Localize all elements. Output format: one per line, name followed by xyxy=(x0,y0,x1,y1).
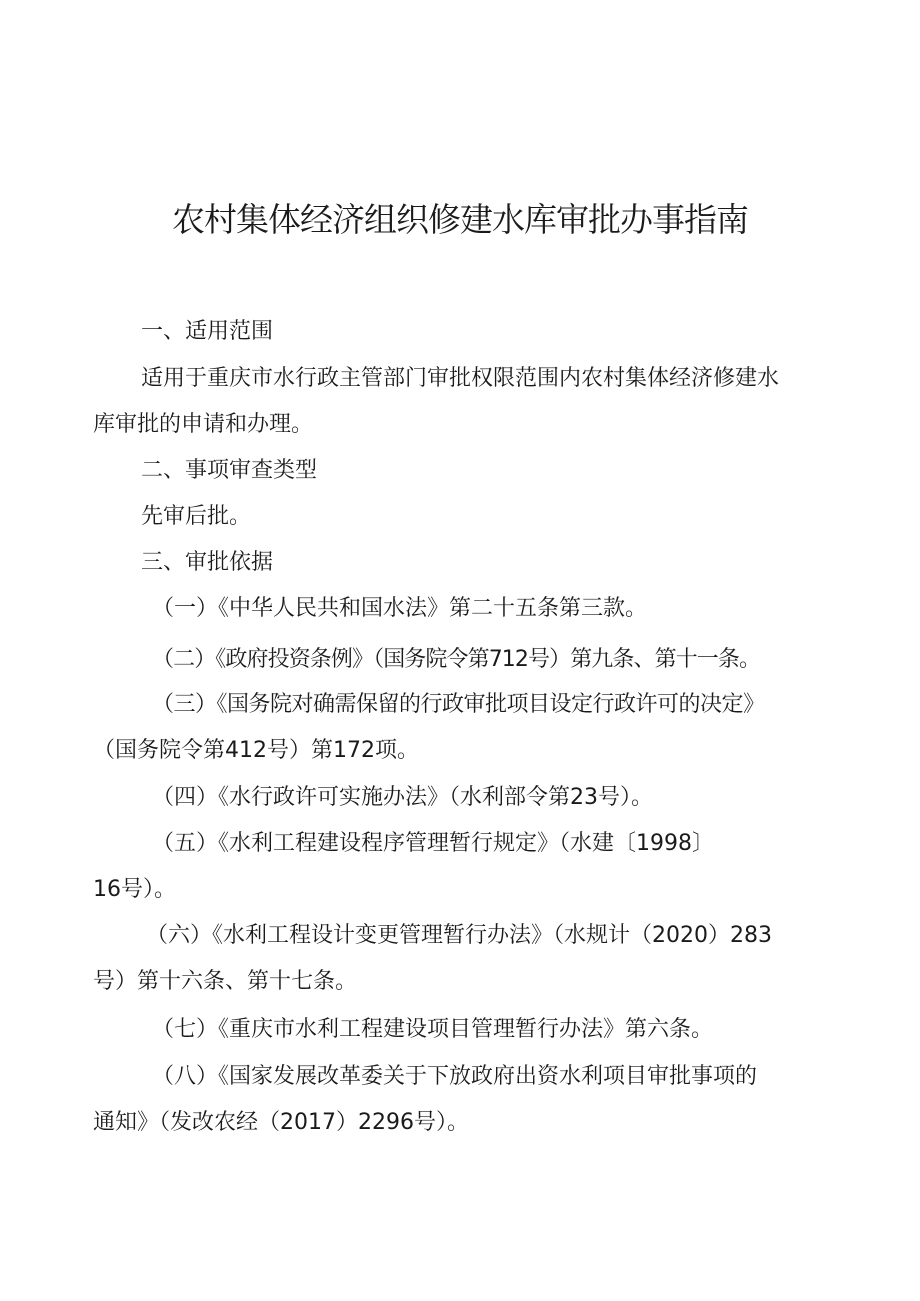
scope-text-line-1: 适用于重庆市水行政主管部门审批权限范围内农村集体经济修建水 xyxy=(141,366,780,391)
basis-item-7: （七）《重庆市水利工程建设项目管理暂行办法》第六条。 xyxy=(152,1017,714,1042)
basis-item-6-line-1: （六）《水利工程设计变更管理暂行办法》（水规计（2020）283 xyxy=(146,923,772,948)
basis-item-1: （一）《中华人民共和国水法》第二十五条第三款。 xyxy=(152,596,648,621)
basis-item-8-line-2: 通知》（发改农经（2017）2296号）。 xyxy=(93,1110,469,1135)
basis-item-8-line-1: （八）《国家发展改革委关于下放政府出资水利项目审批事项的 xyxy=(152,1064,758,1089)
basis-item-5-line-2: 16号）。 xyxy=(93,877,176,902)
scope-heading: 一、适用范围 xyxy=(141,319,274,344)
basis-item-5-line-1: （五）《水利工程建设程序管理暂行规定》（水建〔1998〕 xyxy=(152,831,714,856)
basis-item-3-line-1: （三）《国务院对确需保留的行政审批项目设定行政许可的决定》 xyxy=(152,692,765,717)
type-text: 先审后批。 xyxy=(141,504,252,529)
scope-text-line-2: 库审批的申请和办理。 xyxy=(93,412,314,437)
basis-item-3-line-2: （国务院令第412号）第172项。 xyxy=(93,738,419,763)
basis-item-4: （四）《水行政许可实施办法》（水利部令第23号）。 xyxy=(152,785,653,810)
document-title: 农村集体经济组织修建水库审批办事指南 xyxy=(172,200,748,239)
basis-heading: 三、审批依据 xyxy=(141,550,274,575)
basis-item-6-line-2: 号）第十六条、第十七条。 xyxy=(93,969,358,994)
type-heading: 二、事项审查类型 xyxy=(141,458,318,483)
basis-item-2: （二）《政府投资条例》（国务院令第712号）第九条、第十一条。 xyxy=(152,647,761,672)
